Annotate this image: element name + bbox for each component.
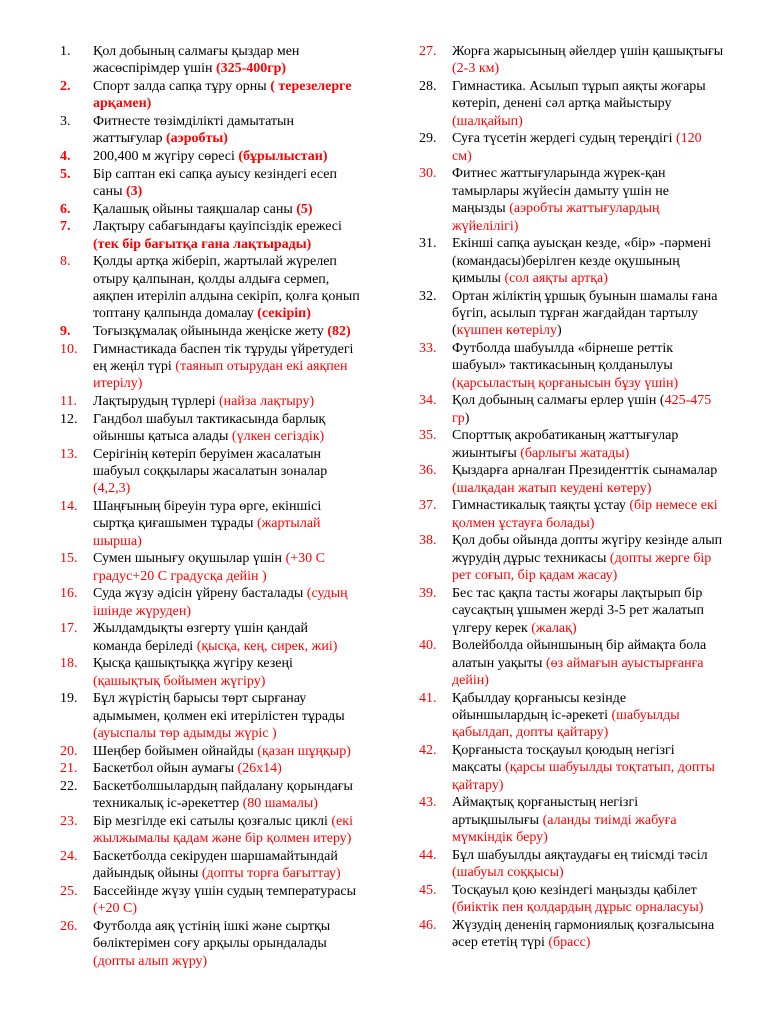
question-body: Қысқа қашықтыққа жүгіру кезеңі: [93, 656, 293, 672]
answer-text: (биіктік пен қолдардың дұрыс орналасуы): [452, 900, 704, 916]
question-body: Жүзудің дененің гармониялық қозғалысына әсер ететің түрі: [452, 917, 715, 951]
answer-text: (секіріп): [257, 306, 311, 322]
question-text: [93, 201, 360, 218]
question-text: [93, 411, 360, 446]
question-body: Қорғаныста тосқауыл қоюдың негізгі мақсаты: [452, 743, 675, 776]
question-text: [452, 585, 724, 637]
question-number: 35.: [419, 428, 437, 444]
question-item: [60, 411, 360, 446]
question-number: 14.: [60, 499, 78, 514]
question-number: 10.: [60, 341, 78, 357]
question-item: [419, 794, 724, 846]
question-number: 15.: [60, 551, 78, 567]
answer-text: күшпен көтерілу: [456, 323, 557, 339]
question-body: Тосқауыл қою кезіндегі маңызды қабілет: [452, 882, 697, 898]
question-text: [452, 742, 724, 794]
question-item: [419, 165, 724, 235]
question-text: [93, 655, 360, 690]
question-number: 28.: [419, 79, 437, 94]
question-number: 24.: [60, 849, 78, 864]
question-text: [452, 340, 724, 392]
question-item: [60, 498, 360, 550]
question-item: [419, 392, 724, 427]
answer-text: (допты торға бағыттау): [201, 866, 341, 882]
question-number: 9.: [60, 324, 71, 339]
question-number: 7.: [60, 219, 71, 235]
question-item: [60, 341, 360, 393]
question-number: 1.: [60, 44, 71, 59]
question-body: Жылдамдықты өзгерту үшін қандай команда беріледі: [93, 621, 309, 654]
answer-text: (қазан шұңқыр): [257, 743, 351, 759]
question-text: [93, 585, 360, 620]
question-body: Гимнастикалық таяқты ұстау: [452, 498, 630, 514]
answer-text: (26х14): [237, 761, 282, 777]
answer-text: (допты жерге бір рет соғып, бір қадам жасау): [452, 550, 712, 584]
answer-text: (аланды тиімді жабуға мүмкіндік беру): [452, 812, 677, 846]
question-body: Екінші сапқа ауысқан кезде, «бір» -пәрмені (командасы)берілген кезде оқушының қимылы: [452, 236, 712, 287]
question-text: [93, 341, 360, 393]
question-body: Гимнастика. Асылып тұрып аяқты жоғары көтеріп, денені сәл артқа майыстыру: [452, 79, 706, 112]
question-number: 22.: [60, 779, 78, 794]
question-number: 13.: [60, 446, 78, 462]
answer-text: (80 шамалы): [242, 796, 318, 812]
answer-text: (таянып отырудан екі аяқпен итерілу): [93, 359, 348, 392]
answer-text: (2-3 км): [452, 61, 500, 77]
question-text: [93, 78, 360, 113]
question-text: [93, 760, 360, 777]
answer-text: (+20 С): [93, 901, 138, 917]
question-item: [60, 323, 360, 340]
question-body: Серігінің көтеріп беруімен жасалатын шабуыл соққылары жасалатын зоналар: [93, 446, 328, 479]
question-body: Спорт залда сапқа тұру орны: [93, 79, 271, 94]
question-body: Баскетболшылардың пайдалану қорындағы техникалық іс-әрекеттер: [93, 779, 353, 812]
question-item: [60, 113, 360, 148]
question-text: [93, 690, 360, 742]
answer-text: (тек бір бағытқа ғана лақтырады): [93, 236, 312, 252]
question-item: [60, 918, 360, 970]
question-number: 17.: [60, 621, 78, 637]
question-number: 27.: [419, 44, 437, 59]
question-number: 42.: [419, 743, 437, 759]
answer-text: (5): [296, 201, 313, 217]
question-text: [93, 743, 360, 760]
question-text: [452, 637, 724, 689]
question-text: [452, 392, 724, 427]
answer-text: (бір немесе екі қолмен ұстауға болады): [452, 498, 718, 531]
answer-text: (жалақ): [531, 620, 577, 636]
question-body: Баскетболда секіруден шаршамайтындай дайындық ойыны: [93, 849, 338, 882]
question-text: [452, 794, 724, 846]
question-text: [93, 323, 360, 340]
question-text: [93, 446, 360, 498]
question-item: [60, 393, 360, 410]
answer-text: (өз аймағын ауыстырғанға дейін): [452, 655, 704, 689]
answer-text: (барлығы жатады): [520, 445, 630, 461]
question-number: 34.: [419, 393, 437, 409]
question-body: Лақтыру сабағындағы қауіпсіздік ережесі: [93, 219, 342, 235]
question-body: Жорға жарысының әйелдер үшін қашықтығы: [452, 44, 724, 59]
question-number: 8.: [60, 254, 71, 270]
question-body: Футболда аяқ үстінің ішкі және сыртқы бөліктерімен соғу арқылы орындалады: [93, 919, 331, 952]
question-text: [452, 882, 724, 917]
question-text: [452, 462, 724, 497]
question-body: Лақтырудың түрлері: [93, 394, 220, 409]
answer-text: (допты алып жүру): [93, 953, 208, 969]
question-item: [60, 585, 360, 620]
question-text: [452, 235, 724, 287]
question-text: [452, 690, 724, 742]
question-item: [60, 778, 360, 813]
question-number: 33.: [419, 341, 437, 357]
answer-text: (шалқайып): [452, 113, 523, 129]
question-item: [60, 253, 360, 323]
question-item: [60, 690, 360, 742]
answer-text: (судың ішінде жүруден): [93, 586, 348, 619]
question-body: Гандбол шабуыл тактикасында барлық ойыншы қатыса алады: [93, 411, 326, 444]
question-text: [452, 917, 724, 952]
question-item: [419, 43, 724, 78]
answer-text: (екі жылжымалы қадам және бір қолмен итеру): [93, 814, 353, 847]
answer-text: (аэробты жаттығулардың жүйелілігі): [452, 201, 660, 234]
answer-text: (+30 С градус+20 С градусқа дейін ): [93, 551, 325, 584]
question-body: Ортан жіліктің ұршық буынын шамалы ғана бүгіп, асылып тұрған жағдайдан тартылу (: [452, 288, 718, 339]
answer-text: 425-475 гр: [452, 393, 712, 426]
answer-text: (үлкен сегіздік): [231, 429, 325, 444]
left-column: [60, 43, 360, 970]
question-number: 32.: [419, 288, 437, 304]
question-text: [452, 288, 724, 340]
question-number: 11.: [60, 394, 77, 409]
question-number: 46.: [419, 917, 437, 933]
question-text: [93, 550, 360, 585]
question-number: 38.: [419, 533, 437, 549]
question-body: Баскетбол ойын аумағы: [93, 761, 238, 777]
question-number: 2.: [60, 79, 71, 94]
question-body: Суға түсетін жердегі судың тереңдігі: [452, 131, 676, 147]
question-text: [452, 427, 724, 462]
question-item: [60, 883, 360, 918]
question-number: 23.: [60, 814, 78, 829]
answer-text: (шабуыл соққысы): [452, 865, 564, 881]
answer-text: (қарсы шабуылды тоқтатып, допты қайтару): [452, 760, 715, 793]
answer-text: (3): [126, 184, 143, 199]
answer-text: (ауыспалы төр адымды жүріс ): [93, 726, 277, 742]
question-tail: ): [556, 323, 562, 339]
answer-text: (шалқадан жатып кеудені көтеру): [452, 480, 652, 496]
answer-text: (4,2,3): [93, 481, 131, 497]
question-text: [452, 130, 724, 165]
question-body: Фитнес жаттығуларында жүрек-қан тамырлары жүйесін дамыту үшін не маңызды: [452, 166, 669, 217]
question-item: [60, 218, 360, 253]
question-text: [93, 848, 360, 883]
question-number: 37.: [419, 498, 437, 514]
answer-text: (аэробты): [166, 131, 228, 147]
answer-text: (82): [327, 324, 351, 339]
answer-text: (қарсыластың қорғанысын бұзу үшін): [452, 375, 679, 391]
question-item: [419, 78, 724, 130]
question-body: Бес тас қақпа тасты жоғары лақтырып бір саусақтың ұшымен жерді 3-5 рет жалатып үлгеру керек: [452, 585, 704, 636]
question-item: [60, 620, 360, 655]
question-item: [419, 690, 724, 742]
question-body: Қол добының салмағы қыздар мен жасөспірімдер үшін: [93, 44, 300, 77]
question-body: Қалашық ойыны таяқшалар саны: [93, 201, 297, 217]
question-body: Шаңғының біреуін тура өрге, екіншісі сыртқа қиғашымен тұрады: [93, 499, 322, 532]
question-text: [93, 393, 360, 410]
question-text: [452, 497, 724, 532]
question-body: Бір мезгілде екі сатылы қозғалыс циклі: [93, 814, 332, 829]
question-body: Бір саптан екі сапқа ауысу кезіндегі есеп саны: [93, 166, 337, 199]
question-item: [419, 532, 724, 584]
question-tail: ): [464, 410, 470, 426]
question-item: [60, 201, 360, 218]
question-text: [93, 778, 360, 813]
question-number: 25.: [60, 884, 78, 899]
question-number: 36.: [419, 463, 437, 479]
question-body: Қол добы ойында допты жүгіру кезінде алып жүрудің дұрыс техникасы: [452, 533, 723, 566]
question-text: [452, 165, 724, 235]
question-item: [60, 148, 360, 165]
question-number: 44.: [419, 847, 437, 863]
answer-text: (бұрылыстан): [238, 149, 328, 164]
question-body: Қолды артқа жіберіп, жартылай жүрелеп отыру қалпынан, қолды алдыға сермеп, аяқпен итеріліп алдына секіріп, қолға қонып топтану қалпында домалау: [93, 254, 360, 322]
answer-text: (сол аяқты артқа): [504, 271, 608, 287]
question-body: Бұл жүрістің барысы төрт сырғанау адымымен, қолмен екі итерілістен тұрады: [93, 691, 345, 724]
answer-text: (шабуылды қабылдап, допты қайтару): [452, 708, 680, 741]
question-text: [93, 253, 360, 323]
question-item: [419, 585, 724, 637]
question-text: [452, 847, 724, 882]
question-body: Аймақтық қорғаныстың негізгі артықшылығы: [452, 795, 639, 828]
question-item: [419, 130, 724, 165]
question-body: Суда жүзу әдісін үйрену басталады: [93, 586, 307, 602]
question-number: 19.: [60, 691, 78, 707]
answer-text: (найза лақтыру): [219, 394, 315, 409]
question-body: Гимнастикада баспен тік тұруды үйретудегі ең жеңіл түрі: [93, 341, 354, 374]
answer-text: (қашықтық бойымен жүгіру): [93, 673, 266, 689]
question-item: [60, 813, 360, 848]
question-text: [93, 113, 360, 148]
question-item: [60, 446, 360, 498]
answer-text: (120 см): [452, 131, 702, 164]
question-item: [419, 637, 724, 689]
question-number: 39.: [419, 585, 437, 601]
question-number: 29.: [419, 131, 437, 147]
question-item: [419, 847, 724, 882]
question-body: Волейболда ойыншының бір аймақта бола алатын уақыты: [452, 638, 707, 671]
question-number: 12.: [60, 411, 78, 427]
question-body: Фитнесте төзімділікті дамытатын жаттығулар: [93, 114, 294, 147]
question-item: [419, 742, 724, 794]
question-number: 18.: [60, 656, 78, 672]
answer-text: (қысқа, кең, сирек, жиі): [196, 638, 338, 654]
question-item: [60, 760, 360, 777]
question-body: Сумен шынығу оқушылар үшін: [93, 551, 286, 567]
question-body: Шеңбер бойымен ойнайды: [93, 743, 258, 759]
question-item: [419, 340, 724, 392]
question-number: 40.: [419, 638, 437, 654]
question-item: [419, 235, 724, 287]
question-body: Спорттық акробатиканың жаттығулар жиынтығы: [452, 428, 679, 461]
right-column: [419, 43, 724, 952]
answer-text: ( терезелерге арқамен): [93, 79, 352, 112]
question-number: 3.: [60, 114, 71, 129]
question-body: Футболда шабуылда «бірнеше реттік шабуыл» тактикасының қолданылуы: [452, 341, 674, 374]
question-text: [93, 620, 360, 655]
question-text: [93, 218, 360, 253]
answer-text: (брасс): [548, 935, 591, 951]
answer-text: (325-400гр): [215, 61, 287, 77]
question-body: Бұл шабуылды аяқтаудағы ең тиісмді тәсіл: [452, 847, 708, 863]
question-body: Қол добының салмағы ерлер үшін (: [452, 393, 665, 409]
question-number: 6.: [60, 201, 71, 217]
question-number: 43.: [419, 795, 437, 811]
question-body: Қабылдау қорғанысы кезінде ойыншылардың іс-әрекеті: [452, 690, 627, 724]
question-item: [60, 166, 360, 201]
question-number: 20.: [60, 743, 78, 759]
question-number: 21.: [60, 761, 78, 777]
question-item: [419, 917, 724, 952]
question-text: [452, 78, 724, 130]
question-item: [419, 882, 724, 917]
question-body: Қыздарға арналған Президенттік сынамалар: [452, 463, 718, 479]
question-number: 30.: [419, 166, 437, 182]
question-number: 45.: [419, 882, 437, 898]
question-body: 200,400 м жүгіру сөресі: [93, 149, 239, 164]
question-text: [93, 883, 360, 918]
answer-text: (жартылай шырша): [93, 516, 321, 549]
question-text: [93, 813, 360, 848]
question-body: Бассейінде жүзу үшін судың температурасы: [93, 884, 357, 899]
question-item: [60, 848, 360, 883]
question-number: 41.: [419, 690, 437, 706]
question-text: [93, 918, 360, 970]
question-text: [452, 43, 724, 78]
question-text: [93, 43, 360, 78]
question-item: [60, 550, 360, 585]
question-item: [60, 78, 360, 113]
question-item: [419, 462, 724, 497]
question-number: 4.: [60, 149, 71, 164]
question-item: [419, 288, 724, 340]
question-item: [60, 743, 360, 760]
question-text: [93, 498, 360, 550]
question-text: [93, 148, 360, 165]
question-number: 31.: [419, 236, 437, 252]
question-number: 26.: [60, 919, 78, 934]
question-text: [93, 166, 360, 201]
question-text: [452, 532, 724, 584]
question-item: [60, 43, 360, 78]
question-number: 5.: [60, 166, 71, 182]
question-number: 16.: [60, 586, 78, 602]
question-item: [419, 427, 724, 462]
question-item: [60, 655, 360, 690]
question-body: Тоғызқұмалақ ойынында жеңіске жету: [93, 324, 328, 339]
question-item: [419, 497, 724, 532]
